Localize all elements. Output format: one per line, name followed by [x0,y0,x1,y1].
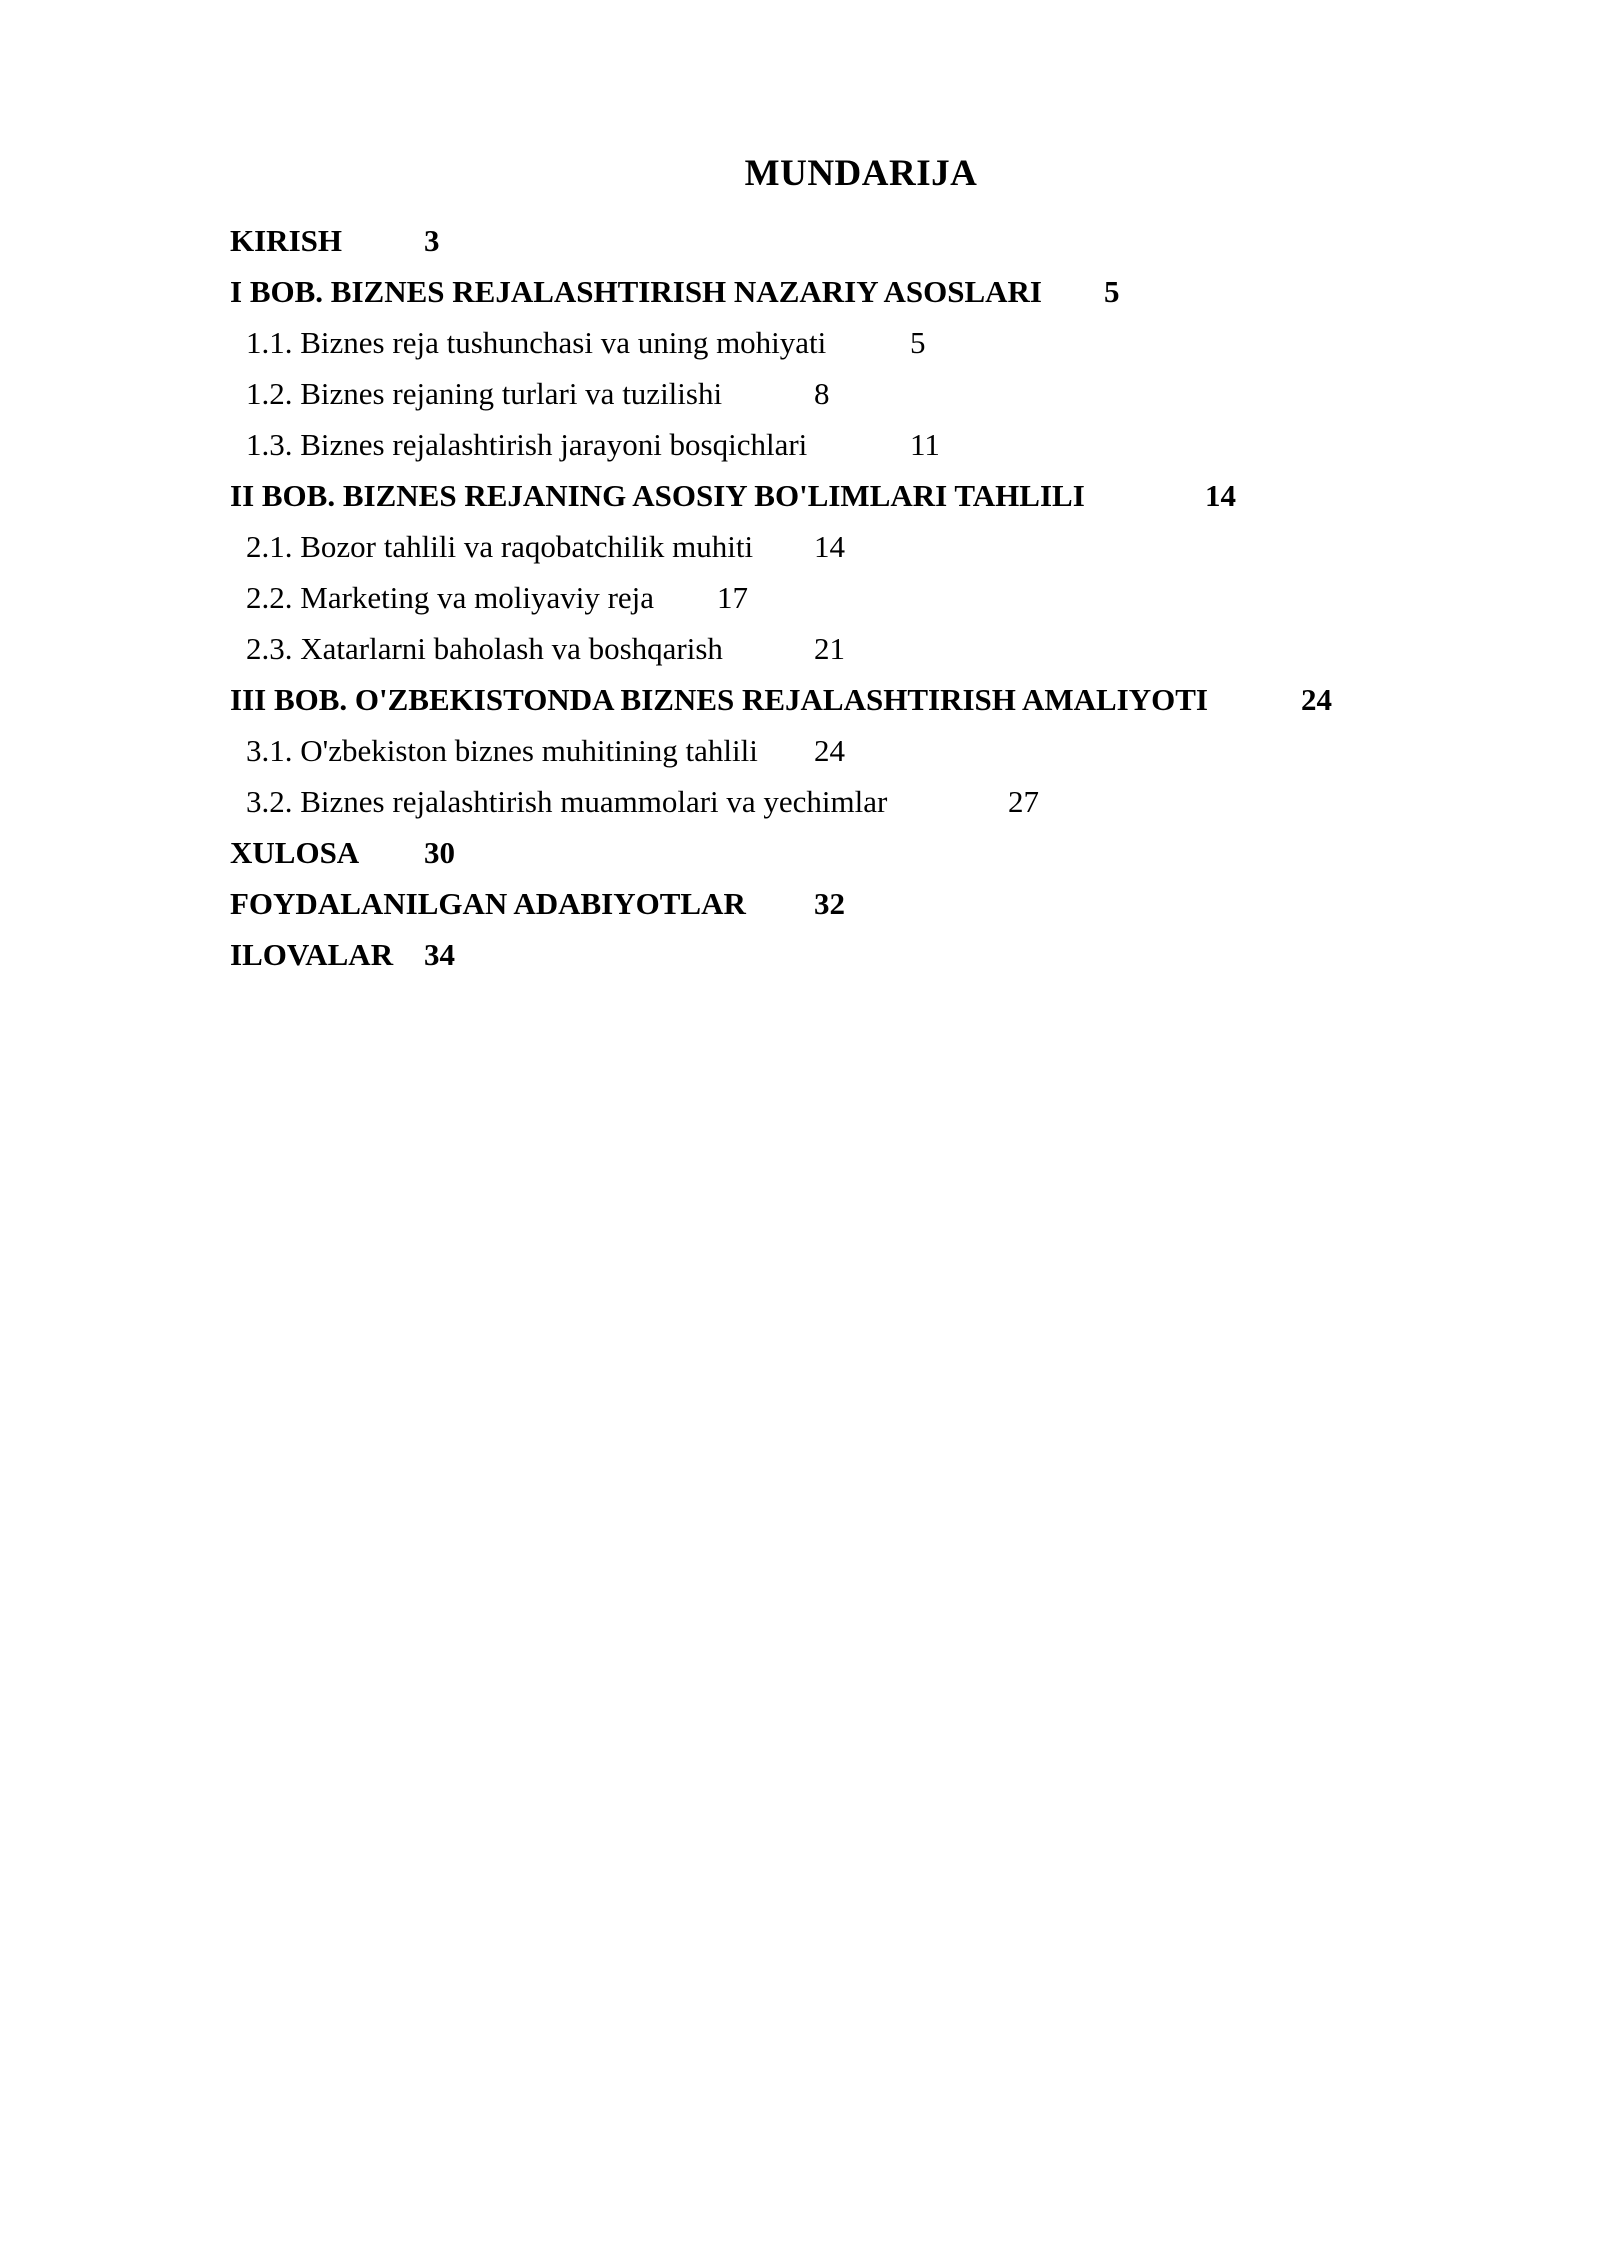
toc-entry-page: 5 [910,325,926,360]
toc-entry-section-2-3 [230,623,1410,674]
toc-entry-title: ILOVALAR [230,937,394,972]
toc-entry-title: 3.2. Biznes rejalashtirish muammolari va yechimlar [246,784,888,819]
toc-entry-page: 24 [814,733,845,768]
toc-entry-page: 30 [424,835,455,870]
toc-entry-title: 1.3. Biznes rejalashtirish jarayoni bosqichlari [246,427,808,462]
toc-entry-page: 17 [717,580,748,615]
toc-entry-title: 2.2. Marketing va moliyaviy reja [246,580,655,615]
toc-entry-title: XULOSA [230,835,360,870]
toc-entry-section-1-3 [230,419,1410,470]
toc-entry-section-1-1 [230,317,1410,368]
toc-entry-section-2-2 [230,572,1410,623]
toc-entry-title: I BOB. BIZNES REJALASHTIRISH NAZARIY ASOSLARI [230,274,1042,309]
toc-entry-page: 21 [814,631,845,666]
toc-entry-title: 1.1. Biznes reja tushunchasi va uning mohiyati [246,325,827,360]
toc-entry-page: 8 [814,376,830,411]
toc-entry-title: 2.1. Bozor tahlili va raqobatchilik muhiti [246,529,754,564]
toc-entry-title: III BOB. O'ZBEKISTONDA BIZNES REJALASHTIRISH AMALIYOTI [230,682,1208,717]
toc-entry-page: 34 [424,937,455,972]
toc-entry-page: 5 [1104,274,1120,309]
toc-entry-title: 1.2. Biznes rejaning turlari va tuzilishi [246,376,723,411]
toc-entry-xulosa [230,827,1410,878]
toc-entry-page: 32 [814,886,845,921]
toc-entry-section-3-1 [230,725,1410,776]
toc-entry-section-3-2 [230,776,1410,827]
toc-entry-title: II BOB. BIZNES REJANING ASOSIY BO'LIMLARI TAHLILI [230,478,1085,513]
toc-entry-adabiyotlar [230,878,1410,929]
toc-entry-chapter-2 [230,470,1410,521]
toc-entry-page: 24 [1301,682,1332,717]
toc-entry-kirish [230,215,1410,266]
toc-entry-title: FOYDALANILGAN ADABIYOTLAR [230,886,746,921]
toc-entry-chapter-3 [230,674,1410,725]
toc-entry-page: 14 [1205,478,1236,513]
toc-entry-page: 11 [910,427,940,462]
toc-entry-page: 27 [1008,784,1039,819]
toc-entry-section-1-2 [230,368,1410,419]
toc-entry-ilovalar [230,929,1410,980]
table-of-contents [230,215,1410,980]
toc-entry-section-2-1 [230,521,1410,572]
toc-entry-title: 2.3. Xatarlarni baholash va boshqarish [246,631,723,666]
toc-entry-page: 14 [814,529,845,564]
page-title: MUNDARIJA [744,153,978,194]
toc-entry-chapter-1 [230,266,1410,317]
toc-entry-title: 3.1. O'zbekiston biznes muhitining tahlili [246,733,758,768]
toc-entry-title: KIRISH [230,223,342,258]
toc-entry-page: 3 [424,223,440,258]
